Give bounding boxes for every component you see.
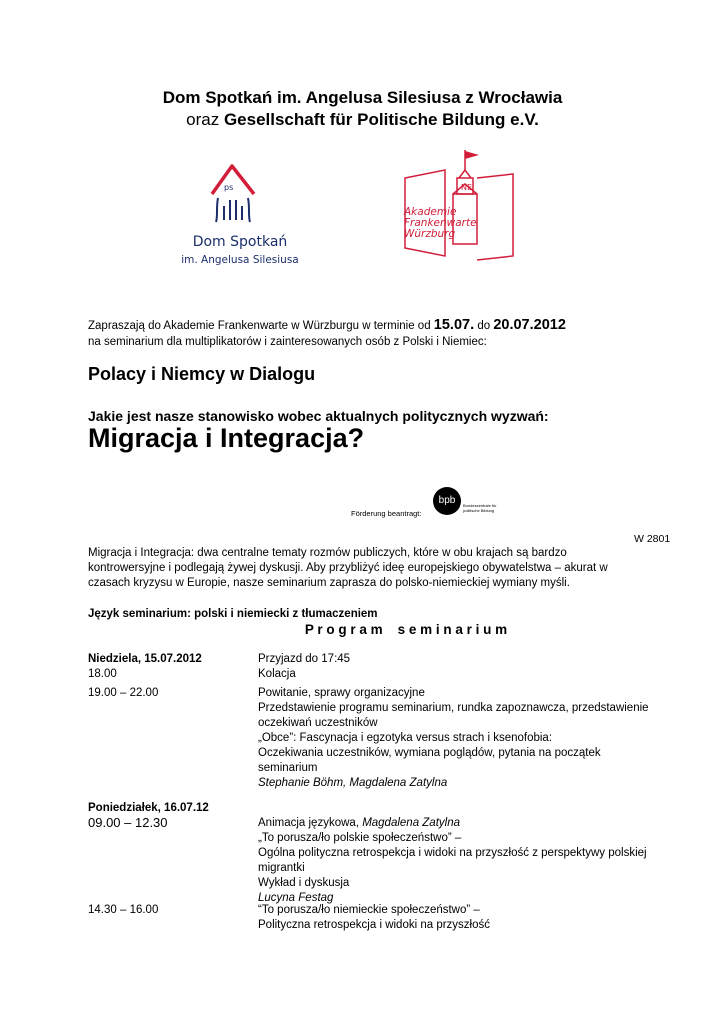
seminar-language: Język seminarium: polski i niemiecki z tłumaczeniem <box>88 608 378 620</box>
intro-line-1: Migracja i Integracja: dwa centralne tematy rozmów publiczych, które w obu krajach są bardzo <box>88 547 567 559</box>
day1-speakers: Stephanie Böhm, Magdalena Zatylna <box>258 777 448 789</box>
invitation-line-1: Zapraszają do Akademie Frankenwarte w Würzburgu w terminie od 15.07. do 20.07.2012 <box>88 317 566 333</box>
seminar-topic: Migracja i Integracja? <box>88 423 365 453</box>
day1-event-line: Przedstawienie programu seminarium, rundka zapoznawcza, przedstawienie <box>258 702 649 714</box>
day2-event-line: Polityczna retrospekcja i widoki na przyszłość <box>258 919 491 931</box>
day1-event-dinner: Kolacja <box>258 668 296 680</box>
day1-label: Niedziela, 15.07.2012 <box>88 653 202 665</box>
day2-event-animation: Animacja językowa, Magdalena Zatylna <box>258 817 460 829</box>
akademie-name-3: Würzburg <box>404 228 456 240</box>
dom-spotkan-subname: im. Angelusa Silesiusa <box>181 254 299 266</box>
day2-label: Poniedziałek, 16.07.12 <box>88 802 209 814</box>
day1-event-line: „Obce”: Fascynacja i egzotyka versus strach i ksenofobia: <box>258 732 553 744</box>
seminar-code: W 2801 <box>634 533 671 545</box>
day1-event-line: seminarium <box>258 762 318 774</box>
day2-event-line: „To porusza/ło polskie społeczeństwo” – <box>258 832 462 844</box>
day2-event-line: Wykład i dyskusja <box>258 877 350 889</box>
svg-text:NE: NE <box>461 183 473 192</box>
svg-text:ps: ps <box>224 183 234 192</box>
day2-time-1: 09.00 – 12.30 <box>88 815 168 830</box>
bpb-logo: bpb <box>433 487 461 515</box>
day2-speaker: Lucyna Festag <box>258 892 334 904</box>
seminar-question: Jakie jest nasze stanowisko wobec aktualnych politycznych wyzwań: <box>88 408 549 424</box>
invitation-line-2: na seminarium dla multiplikatorów i zainteresowanych osób z Polski i Niemiec: <box>88 336 487 348</box>
program-heading: P r o g r a m s e m i n a r i u m <box>304 622 508 637</box>
day2-time-2: 14.30 – 16.00 <box>88 904 159 916</box>
day2-event-line: migrantki <box>258 862 305 874</box>
intro-line-2: kontrowersyjne i podlegają żywej dyskusji. Aby przybliżyć ideę europejskiego obywatelstwa – akurat w <box>88 562 608 574</box>
funding-caption: Förderung beantragt: <box>351 509 422 518</box>
day2-event-line: Ogólna polityczna retrospekcja i widoki na przyszłość z perspektywy polskiej <box>258 847 647 859</box>
day1-event-arrival: Przyjazd do 17:45 <box>258 653 351 665</box>
day1-event-line: Oczekiwania uczestników, wymiana poglądów, pytania na początek <box>258 747 601 759</box>
intro-line-3: czasach kryzysu w Europie, nasze seminarium zaprasza do polsko-niemieckiej wymiany myśli. <box>88 577 570 589</box>
day1-time-2: 19.00 – 22.00 <box>88 687 159 699</box>
organizer-line-2: oraz Gesellschaft für Politische Bildung e.V. <box>186 110 539 129</box>
akademie-name-1: Akademie <box>404 206 457 218</box>
akademie-name-2: Frankenwarte <box>404 217 477 229</box>
seminar-title: Polacy i Niemcy w Dialogu <box>88 364 316 384</box>
akademie-frankenwarte-logo <box>395 148 525 266</box>
day1-event-line: Powitanie, sprawy organizacyjne <box>258 687 425 699</box>
day1-time-1: 18.00 <box>88 668 117 680</box>
day1-event-line: oczekiwań uczestników <box>258 717 378 729</box>
bpb-small-text: Bundeszentrale für politische Bildung <box>463 503 497 513</box>
building-icon <box>160 160 320 235</box>
day2-event-line: “To porusza/ło niemieckie społeczeństwo” – <box>258 904 480 916</box>
dom-spotkan-logo <box>160 160 320 270</box>
dom-spotkan-name: Dom Spotkań <box>192 234 288 250</box>
organizer-line-1: Dom Spotkań im. Angelusa Silesiusa z Wrocławia <box>162 88 563 107</box>
